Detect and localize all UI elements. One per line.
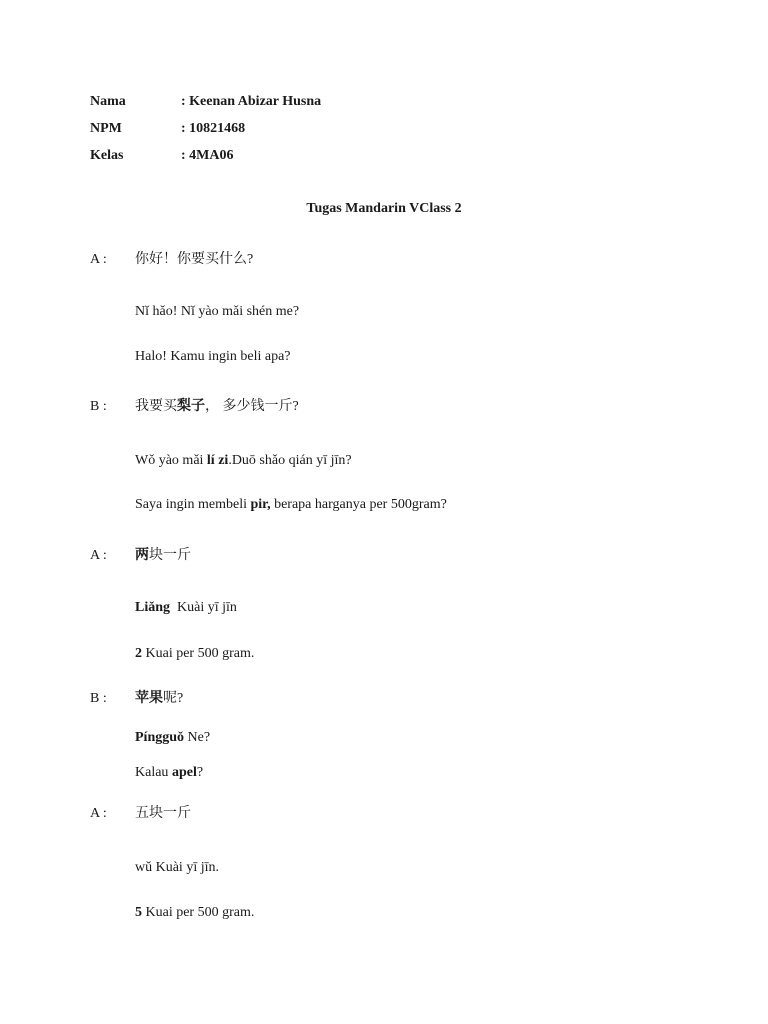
pinyin-text: Wǒ yào mǎi [135, 453, 207, 468]
npm-value: : 10821468 [181, 121, 246, 136]
hanzi-text: 块一斤 [149, 548, 191, 563]
translation-line [135, 496, 447, 514]
nama-value: : Keenan Abizar Husna [181, 94, 322, 109]
hanzi-line: 你好！你要买什么? [135, 252, 254, 267]
pinyin-line: wǔ Kuài yī jīn. [135, 860, 219, 875]
kelas-label: Kelas [90, 148, 124, 163]
npm-label: NPM [90, 121, 122, 136]
speaker-label: B : [90, 691, 107, 706]
translation-text: Saya ingin membeli [135, 497, 251, 512]
hanzi-line [135, 398, 299, 416]
speaker-label: B : [90, 399, 107, 414]
translation-line [135, 764, 203, 782]
translation-keyword: 5 [135, 905, 142, 920]
hanzi-line [135, 547, 191, 565]
translation-text: berapa harganya per 500gram? [270, 497, 447, 512]
pinyin-line [135, 599, 237, 617]
translation-line [135, 645, 254, 663]
translation-line: Halo! Kamu ingin beli apa? [135, 349, 291, 364]
translation-keyword: apel [171, 765, 197, 780]
speaker-label: A : [90, 252, 107, 267]
speaker-label: A : [90, 548, 107, 563]
translation-text: Kuai per 500 gram. [142, 646, 255, 661]
hanzi-text: 我要买 [135, 399, 177, 414]
kelas-value: : 4MA06 [181, 148, 234, 163]
translation-line [135, 904, 254, 922]
pinyin-line [135, 729, 210, 747]
translation-text: ? [196, 765, 204, 780]
translation-keyword: pir, [250, 497, 271, 512]
translation-text: Kuai per 500 gram. [142, 905, 255, 920]
translation-text: Kalau [135, 765, 172, 780]
document-title: Tugas Mandarin VClass 2 [306, 201, 462, 216]
hanzi-line [135, 690, 183, 708]
hanzi-text: 呢? [163, 691, 184, 706]
pinyin-text: Ne? [184, 730, 211, 745]
hanzi-keyword: 两 [135, 548, 149, 563]
hanzi-keyword: 苹果 [135, 691, 163, 706]
translation-keyword: 2 [135, 646, 142, 661]
pinyin-text: Kuài yī jīn [170, 600, 237, 615]
pinyin-line [135, 452, 352, 470]
speaker-label: A : [90, 806, 107, 821]
pinyin-keyword: lí zi [206, 453, 229, 468]
nama-label: Nama [90, 94, 126, 109]
pinyin-keyword: Liǎng [135, 600, 171, 615]
pinyin-line: Nǐ hǎo! Nǐ yào mǎi shén me? [135, 304, 300, 319]
pinyin-keyword: Píngguǒ [135, 730, 185, 745]
hanzi-text: ， 多少钱一斤? [205, 399, 299, 414]
hanzi-line: 五块一斤 [135, 806, 191, 821]
hanzi-keyword: 梨子 [177, 399, 205, 414]
pinyin-text: .Duō shǎo qián yī jīn? [228, 453, 352, 468]
